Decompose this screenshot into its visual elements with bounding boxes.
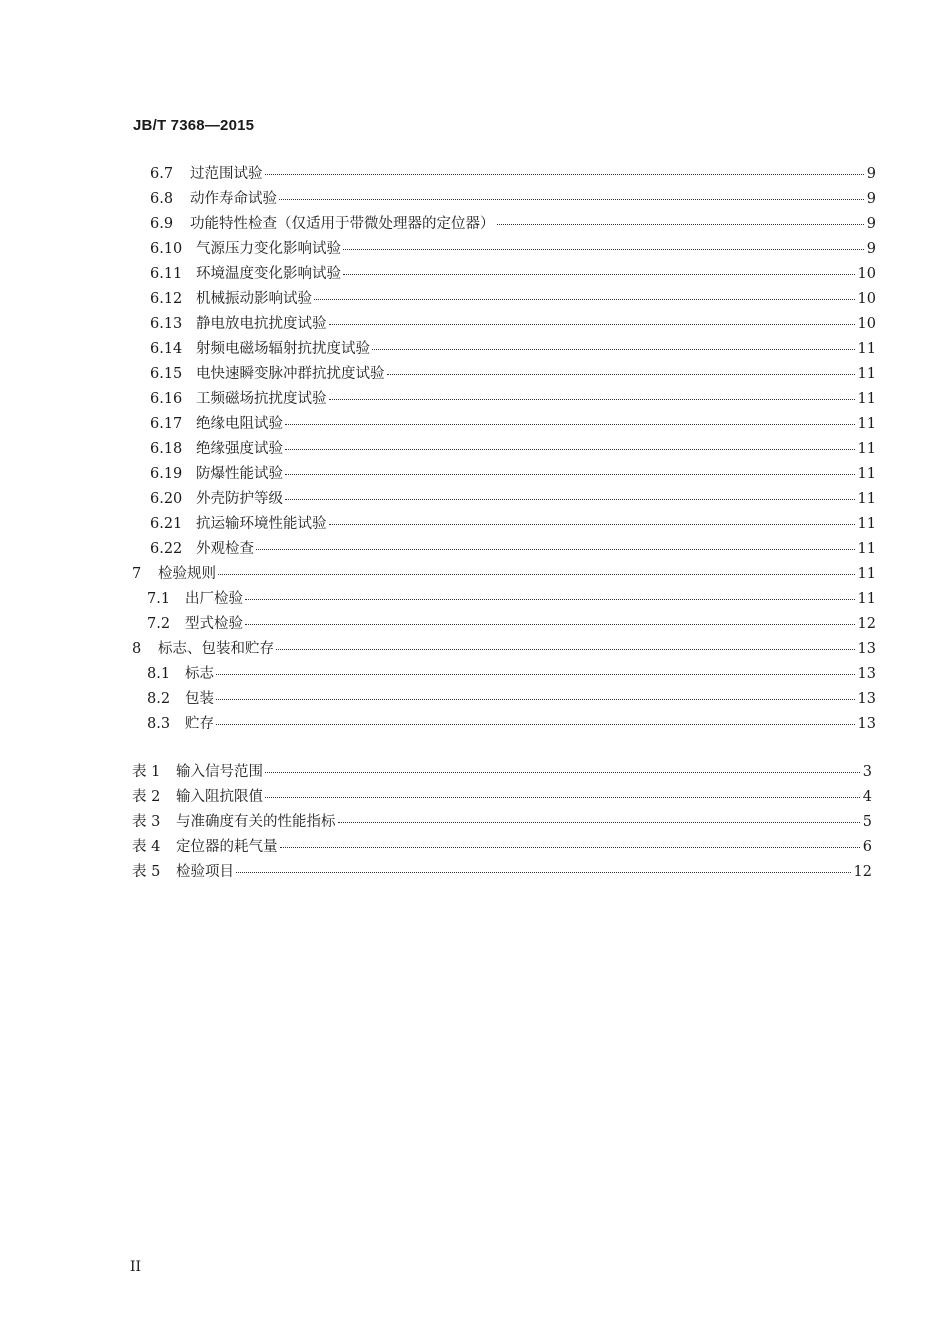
toc-page: 11 (857, 391, 876, 407)
dot-leader (338, 822, 860, 823)
toc-number: 6.17 (150, 416, 183, 432)
toc-number: 6.10 (150, 241, 183, 257)
toc-entry-6-9[interactable] (150, 212, 876, 236)
toc-page: 13 (857, 691, 876, 707)
toc-title: 型式检验 (185, 616, 243, 632)
toc-entry-6-14[interactable] (150, 337, 876, 361)
dot-leader (265, 772, 860, 773)
toc-title: 出厂检验 (185, 591, 243, 607)
dot-leader (285, 449, 855, 450)
toc-page: 10 (857, 316, 876, 332)
toc-number: 8 (132, 641, 142, 657)
page-number: II (130, 1259, 142, 1275)
table-page: 4 (862, 789, 872, 805)
toc-page: 9 (866, 241, 876, 257)
toc-title: 机械振动影响试验 (196, 291, 312, 307)
toc-entry-6-20[interactable] (150, 487, 876, 511)
toc-page: 11 (857, 341, 876, 357)
toc-title: 包装 (185, 691, 214, 707)
toc-entry-6-18[interactable] (150, 437, 876, 461)
toc-number: 7.1 (147, 591, 171, 607)
toc-page: 12 (857, 616, 876, 632)
toc-title: 射频电磁场辐射抗扰度试验 (196, 341, 370, 357)
toc-page: 9 (866, 166, 876, 182)
table-page: 3 (862, 764, 872, 780)
toc-entry-6-15[interactable] (150, 362, 876, 386)
toc-title: 功能特性检查（仅适用于带微处理器的定位器） (190, 216, 495, 232)
table-number: 表 1 (132, 764, 161, 780)
toc-entry-6-21[interactable] (150, 512, 876, 536)
toc-title: 绝缘强度试验 (196, 441, 283, 457)
dot-leader (285, 474, 855, 475)
toc-title: 标志、包装和贮存 (158, 641, 274, 657)
toc-entry-8-1[interactable] (147, 662, 876, 686)
toc-entry-8[interactable] (132, 637, 876, 661)
table-page: 12 (853, 864, 872, 880)
dot-leader (343, 274, 855, 275)
toc-title: 抗运输环境性能试验 (196, 516, 327, 532)
toc-entry-6-16[interactable] (150, 387, 876, 411)
toc-entry-6-19[interactable] (150, 462, 876, 486)
table-number: 表 2 (132, 789, 161, 805)
toc-number: 6.16 (150, 391, 183, 407)
toc-title: 环境温度变化影响试验 (196, 266, 341, 282)
dot-leader (285, 424, 855, 425)
dot-leader (218, 574, 855, 575)
toc-title: 动作寿命试验 (190, 191, 277, 207)
table-page: 6 (862, 839, 872, 855)
toc-entry-6-22[interactable] (150, 537, 876, 561)
table-page: 5 (862, 814, 872, 830)
toc-table-5[interactable] (132, 860, 872, 884)
table-title: 定位器的耗气量 (176, 839, 278, 855)
toc-number: 8.1 (147, 666, 171, 682)
toc-entry-7[interactable] (132, 562, 876, 586)
toc-number: 6.7 (150, 166, 174, 182)
table-number: 表 5 (132, 864, 161, 880)
dot-leader (216, 699, 855, 700)
toc-number: 6.13 (150, 316, 183, 332)
toc-page: 11 (857, 366, 876, 382)
dot-leader (497, 224, 864, 225)
dot-leader (329, 324, 855, 325)
dot-leader (265, 174, 864, 175)
dot-leader (216, 724, 855, 725)
toc-table-1[interactable] (132, 760, 872, 784)
toc-page: 11 (857, 591, 876, 607)
dot-leader (265, 797, 860, 798)
toc-number: 6.9 (150, 216, 174, 232)
toc-number: 6.11 (150, 266, 183, 282)
table-title: 检验项目 (176, 864, 234, 880)
dot-leader (387, 374, 855, 375)
toc-number: 7 (132, 566, 142, 582)
toc-page: 13 (857, 666, 876, 682)
toc-number: 8.2 (147, 691, 171, 707)
toc-title: 静电放电抗扰度试验 (196, 316, 327, 332)
toc-entry-6-8[interactable] (150, 187, 876, 211)
toc-page: 11 (857, 566, 876, 582)
dot-leader (256, 549, 855, 550)
document-id: JB/T 7368—2015 (133, 117, 255, 134)
toc-entry-6-13[interactable] (150, 312, 876, 336)
toc-entry-8-3[interactable] (147, 712, 876, 736)
toc-title: 标志 (185, 666, 214, 682)
toc-page: 10 (857, 266, 876, 282)
dot-leader (245, 624, 855, 625)
toc-title: 外观检查 (196, 541, 254, 557)
toc-title: 防爆性能试验 (196, 466, 283, 482)
toc-page: 11 (857, 466, 876, 482)
toc-entry-6-17[interactable] (150, 412, 876, 436)
dot-leader (329, 524, 855, 525)
table-title: 与准确度有关的性能指标 (176, 814, 336, 830)
toc-entry-7-2[interactable] (147, 612, 876, 636)
table-title: 输入信号范围 (176, 764, 263, 780)
toc-entry-6-12[interactable] (150, 287, 876, 311)
dot-leader (314, 299, 855, 300)
toc-number: 6.15 (150, 366, 183, 382)
toc-number: 6.20 (150, 491, 183, 507)
toc-page: 9 (866, 216, 876, 232)
dot-leader (245, 599, 855, 600)
toc-entry-6-10[interactable] (150, 237, 876, 261)
dot-leader (236, 872, 851, 873)
toc-number: 6.8 (150, 191, 174, 207)
toc-title: 检验规则 (158, 566, 216, 582)
toc-number: 6.14 (150, 341, 183, 357)
dot-leader (285, 499, 855, 500)
table-number: 表 3 (132, 814, 161, 830)
toc-title: 贮存 (185, 716, 214, 732)
toc-title: 电快速瞬变脉冲群抗扰度试验 (196, 366, 385, 382)
dot-leader (216, 674, 855, 675)
toc-page: 11 (857, 491, 876, 507)
toc-title: 过范围试验 (190, 166, 263, 182)
dot-leader (279, 199, 864, 200)
dot-leader (329, 399, 855, 400)
dot-leader (276, 649, 855, 650)
toc-page: 13 (857, 716, 876, 732)
toc-entry-8-2[interactable] (147, 687, 876, 711)
toc-title: 气源压力变化影响试验 (196, 241, 341, 257)
dot-leader (372, 349, 855, 350)
toc-page: 11 (857, 541, 876, 557)
toc-number: 6.21 (150, 516, 183, 532)
toc-number: 8.3 (147, 716, 171, 732)
dot-leader (280, 847, 860, 848)
toc-table-2[interactable] (132, 785, 872, 809)
toc-entry-7-1[interactable] (147, 587, 876, 611)
toc-page: 13 (857, 641, 876, 657)
table-number: 表 4 (132, 839, 161, 855)
toc-entry-6-7[interactable] (150, 162, 876, 186)
table-title: 输入阻抗限值 (176, 789, 263, 805)
toc-entry-6-11[interactable] (150, 262, 876, 286)
toc-number: 6.12 (150, 291, 183, 307)
toc-title: 工频磁场抗扰度试验 (196, 391, 327, 407)
toc-table-3[interactable] (132, 810, 872, 834)
toc-page: 9 (866, 191, 876, 207)
toc-page: 11 (857, 516, 876, 532)
toc-number: 7.2 (147, 616, 171, 632)
toc-page: 11 (857, 441, 876, 457)
toc-title: 绝缘电阻试验 (196, 416, 283, 432)
toc-table-4[interactable] (132, 835, 872, 859)
toc-page: 10 (857, 291, 876, 307)
toc-number: 6.19 (150, 466, 183, 482)
toc-number: 6.18 (150, 441, 183, 457)
toc-page: 11 (857, 416, 876, 432)
toc-title: 外壳防护等级 (196, 491, 283, 507)
dot-leader (343, 249, 864, 250)
toc-number: 6.22 (150, 541, 183, 557)
